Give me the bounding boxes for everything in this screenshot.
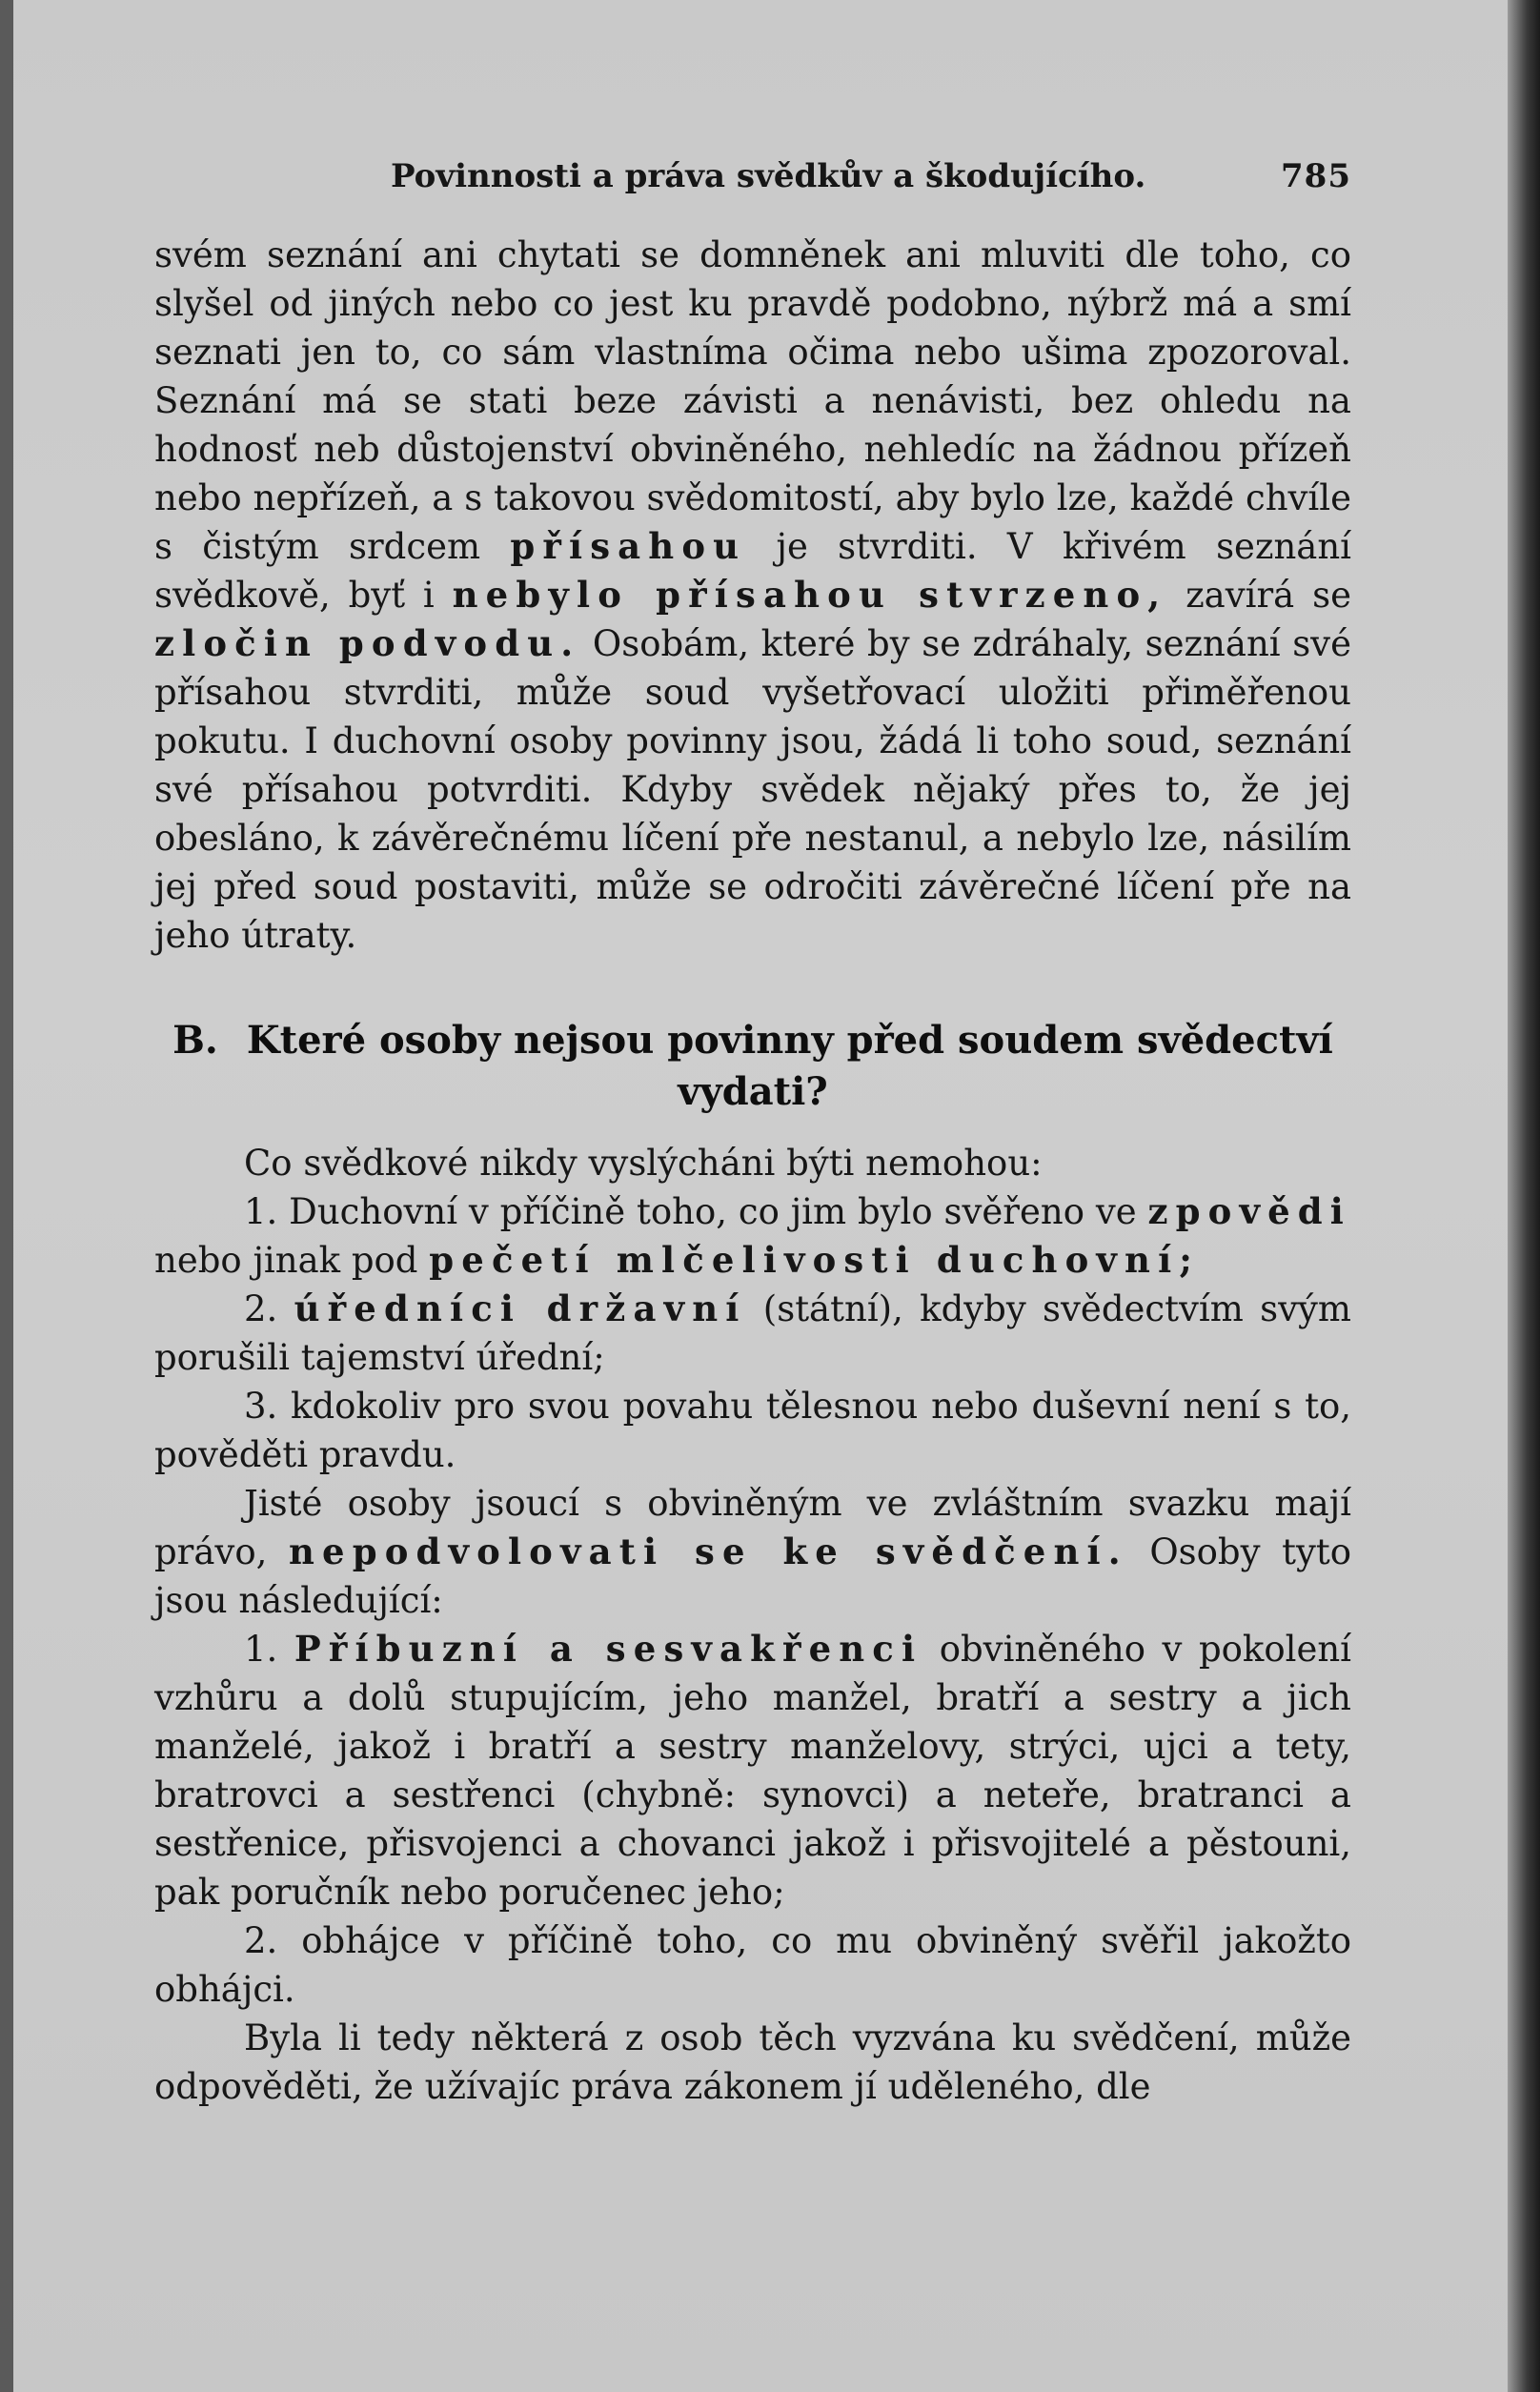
spaced-term-not-sworn: nebylo přísahou stvrzeno, (452, 574, 1168, 616)
scan-right-edge (1508, 0, 1540, 2392)
spaced-term-relatives: Příbuzní a sesvakřenci (294, 1628, 923, 1670)
list-item-officials (154, 1285, 1351, 1382)
scan-left-edge (0, 0, 13, 2392)
header-title: Povinnosti a práva svědkův a škodujícího. (391, 157, 1146, 195)
text-run: nebo jinak pod (154, 1240, 418, 1281)
spaced-term-fraud: zločin podvodu. (154, 622, 581, 664)
list-item-relatives (154, 1625, 1351, 1916)
section-letter: B. (172, 1018, 218, 1063)
text-run: je stvrditi. V křivém seznání svědkově, byť i (154, 526, 1351, 616)
text-run: Osoby tyto jsou následující: (154, 1531, 1352, 1621)
spaced-term-officials: úředníci državní (294, 1287, 747, 1329)
running-header (154, 152, 1351, 210)
text-run: Osobám, které by se zdráhaly, seznání své přísahou stvrditi, může soud vyšetřovací uložiti přiměřenou pokutu. I duchovní osoby povinny jsou, žádá li toho soud, seznání své přísahou potvrditi. Kdyby svědek nějaký přes to, že jej obesláno, k závěrečnému líčení pře nestanul, a nebylo lze, násilím jej před soud postaviti, může se odročiti závěrečné líčení pře na jeho útraty. (154, 623, 1351, 956)
spaced-term-oath: přísahou (510, 525, 747, 567)
text-run: zavírá se (1185, 575, 1351, 616)
spaced-term-seal: pečetí mlčelivosti duchovní; (429, 1239, 1201, 1281)
list-item-defender: 2. obhájce v příčině toho, co mu obviněný svěřil jakožto obhájci. (154, 1920, 1351, 2010)
paragraph-right-to-refuse (154, 1479, 1351, 1625)
text-run: 1. Duchovní v příčině toho, co jim bylo svěřeno ve (244, 1191, 1137, 1232)
page-number: 785 (1281, 157, 1351, 195)
list-item-clergy (154, 1187, 1351, 1285)
page-content (154, 152, 1351, 2111)
paragraph-witness-testimony (154, 231, 1351, 960)
list-item-incapable: 3. kdokoliv pro svou povahu tělesnou nebo duševní není s to, pověděti pravdu. (154, 1386, 1351, 1475)
spaced-term-refuse: nepodvolovati se ke svědčení. (288, 1530, 1128, 1572)
text-run: (státní), kdyby svědectvím svým porušili tajemství úřední; (154, 1288, 1352, 1378)
book-page (13, 0, 1508, 2392)
text-run: Jisté osoby jsoucí s obviněným ve zvláštním svazku mají právo, (154, 1483, 1351, 1572)
text-run: 2. (244, 1288, 278, 1329)
text-run: 1. (244, 1629, 278, 1670)
section-title: Které osoby nejsou povinny před soudem svědectví vydati? (246, 1018, 1333, 1114)
text-run: obviněného v pokolení vzhůru a dolů stupujícím, jeho manžel, bratří a sestry a jich manželé, jakož i bratří a sestry manželovy, strýci, ujci a tety, bratrovci a sestřenci (chybně: synovci) a neteře, bratranci a sestřenice, přisvojenci a chovanci jakož i přisvojitelé a pěstouni, pak poručník nebo poručenec jeho; (154, 1629, 1352, 1913)
text-run: svém seznání ani chytati se domněnek ani mluviti dle toho, co slyšel od jiných nebo co jest ku pravdě podobno, nýbrž má a smí seznati jen to, co sám vlastníma očima nebo ušima zpozoroval. Seznání má se stati beze závisti a nenávisti, bez ohledu na hodnosť neb důstojenství obviněného, nehledíc na žádnou přízeň nebo nepřízeň, a s takovou svědomitostí, aby bylo lze, každé chvíle s čistým srdcem (154, 234, 1351, 567)
section-heading (154, 1015, 1351, 1118)
spaced-term-confession: zpovědi (1147, 1190, 1351, 1232)
paragraph-final: Byla li tedy některá z osob těch vyzvána ku svědčení, může odpověděti, že užívajíc práva zákonem jí uděleného, dle (154, 2017, 1351, 2107)
intro-line: Co svědkové nikdy vyslýcháni býti nemohou: (244, 1143, 1043, 1184)
